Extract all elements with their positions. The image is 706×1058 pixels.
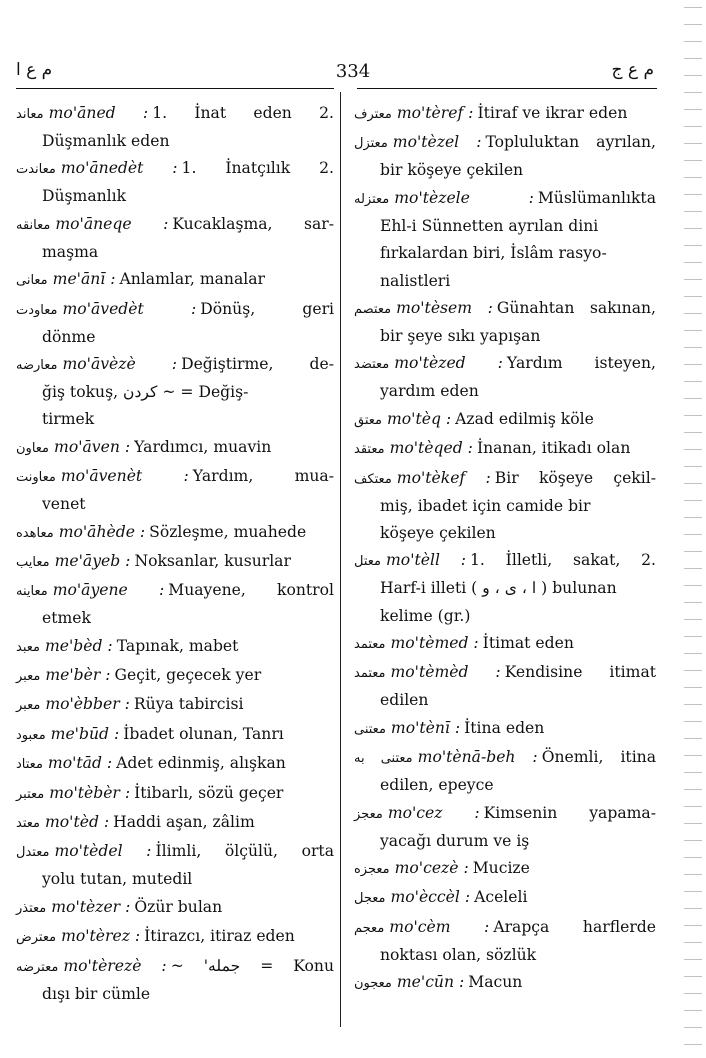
dictionary-entry: [354, 914, 656, 968]
arabic-headword: معاون: [16, 440, 50, 456]
arabic-headword: معتدل: [16, 845, 50, 861]
entry-first-line: [354, 350, 656, 378]
entry-first-line: [16, 721, 334, 749]
definition: Değiştirme, de-: [181, 354, 334, 373]
dictionary-entry: [16, 953, 334, 1007]
dictionary-entry: [16, 780, 334, 808]
transliteration: mo'cezè :: [394, 859, 469, 878]
arabic-headword: معتضد: [354, 357, 390, 373]
definition: Önemli, itina: [541, 748, 657, 767]
entry-first-line: [16, 519, 334, 547]
definition: Adet edinmiş, alışkan: [116, 754, 286, 773]
arabic-headword: معتکف: [354, 471, 392, 487]
transliteration: mo'tèrezè :: [63, 956, 167, 975]
transliteration: mo'tèdel :: [54, 842, 152, 861]
entry-first-line: [16, 838, 334, 866]
definition: Kimsenin yapama-: [483, 803, 656, 822]
definition-continuation: nalistleri: [380, 271, 451, 290]
entry-first-line: [16, 266, 334, 294]
transliteration: mo'tèkef :: [396, 468, 491, 487]
page-number: 334: [335, 61, 371, 82]
entry-first-line: [354, 800, 656, 828]
definition: 1. İnatçılık 2.: [181, 159, 334, 178]
dictionary-entry: [16, 211, 334, 265]
definition-continuation: Ehl-i Sünnetten ayrılan dini: [380, 216, 599, 235]
dictionary-entry: [354, 855, 656, 883]
arabic-headword: معارضه: [16, 357, 58, 373]
dictionary-entry: [354, 465, 656, 519]
arabic-headword: معانقه: [16, 217, 51, 233]
transliteration: me'būd :: [50, 724, 120, 743]
definition-continuation: venet: [42, 495, 86, 514]
definition: Özür bulan: [134, 897, 223, 916]
transliteration: mo'āvèzè :: [62, 354, 178, 373]
entry-first-line: [354, 914, 656, 942]
column-divider: [340, 92, 341, 1027]
arabic-headword: معاند: [16, 107, 44, 122]
arabic-headword: معاندت: [16, 162, 56, 178]
transliteration: me'āyeb :: [54, 551, 131, 570]
dictionary-entry: [16, 750, 334, 778]
arabic-headword: معترضه: [16, 959, 59, 975]
dictionary-entry: [16, 721, 334, 749]
dictionary-entry: [16, 351, 334, 405]
dictionary-entry: [354, 744, 656, 798]
definition: İlimli, ölçülü, orta: [155, 842, 334, 861]
transliteration: mo'āhède :: [58, 522, 146, 541]
definition: Müslümanlıkta: [537, 188, 656, 207]
dictionary-entry: [16, 100, 334, 154]
transliteration: mo'tènā-beh :: [417, 748, 538, 767]
entry-first-line: [16, 548, 334, 576]
transliteration: mo'āven :: [54, 437, 131, 456]
entry-first-line: [354, 406, 656, 434]
entry-first-line: [354, 969, 656, 997]
definition: İbadet olunan, Tanrı: [123, 724, 284, 743]
dictionary-entry: [16, 838, 334, 892]
entry-first-line: [16, 923, 334, 951]
arabic-headword: معتقد: [354, 442, 385, 458]
dictionary-entry: [16, 809, 334, 837]
definition-continuation: edilen: [380, 691, 429, 710]
entry-first-line: [354, 855, 656, 883]
transliteration: mo'āned :: [48, 104, 149, 122]
arabic-headword: معتزله: [354, 191, 390, 207]
arabic-headword: معتمد: [354, 666, 386, 682]
dictionary-entry: [16, 548, 334, 576]
arabic-headword: معبر: [16, 669, 41, 685]
dictionary-entry: [354, 350, 656, 404]
arabic-headword: معتمد: [354, 637, 386, 653]
dictionary-entry: [354, 969, 656, 997]
transliteration: mo'āyene :: [52, 581, 165, 600]
arabic-headword: معترف: [354, 107, 392, 122]
definition-continuation: Harf-i illeti ( ا ، ی ، و ) bulunan: [380, 579, 617, 598]
transliteration: mo'tèqed :: [389, 439, 473, 458]
definition: Kucaklaşma, sar-: [172, 214, 334, 233]
transliteration: mo'tèsem :: [396, 298, 493, 317]
definition: Yardımcı, muavin: [134, 437, 272, 456]
dictionary-entry: [16, 691, 334, 719]
entry-first-line: [354, 100, 656, 128]
arabic-headword: معتصم: [354, 301, 392, 317]
entry-first-line: [16, 780, 334, 808]
definition: Mucize: [472, 859, 530, 878]
transliteration: mo'tèll :: [386, 551, 466, 570]
dictionary-entry: [354, 800, 656, 854]
header-rule-left: [16, 88, 334, 89]
dictionary-entry: [354, 240, 656, 266]
definition-continuation: etmek: [42, 609, 91, 628]
definition: ~ 'جمله = Konu: [170, 956, 335, 975]
definition: Rüya tabircisi: [133, 695, 244, 714]
dictionary-entry: [354, 129, 656, 183]
definition: İtina eden: [464, 718, 545, 737]
header-right-letters: م ع ج: [611, 60, 654, 80]
definition: Noksanlar, kusurlar: [134, 551, 291, 570]
definition: Dönüş, geri: [200, 299, 335, 318]
right-column: [354, 100, 656, 999]
transliteration: mo'tèzed :: [394, 354, 503, 373]
definition: Kendisine itimat: [504, 663, 657, 682]
definition: Yardım, mua-: [192, 467, 334, 486]
definition-continuation: yacağı durum ve iş: [380, 831, 530, 850]
entry-first-line: [354, 129, 656, 157]
transliteration: mo'āneqe :: [55, 214, 169, 233]
arabic-headword: معاونت: [16, 470, 56, 486]
dictionary-entry: [16, 519, 334, 547]
arabic-headword: معترض: [16, 930, 57, 946]
dictionary-entry: [354, 435, 656, 463]
transliteration: mo'tād :: [47, 754, 113, 773]
entry-first-line: [16, 633, 334, 661]
definition: Haddi aşan, zâlim: [113, 813, 255, 832]
entry-first-line: [354, 884, 656, 912]
definition-continuation: fırkalardan biri, İslâm rasyo-: [380, 244, 607, 263]
dictionary-entry: [354, 547, 656, 601]
entry-first-line: [16, 351, 334, 379]
arabic-headword: معبود: [16, 727, 46, 743]
entry-first-line: [16, 750, 334, 778]
dictionary-entry: [16, 463, 334, 517]
dictionary-entry: [16, 633, 334, 661]
entry-first-line: [16, 691, 334, 719]
definition-continuation: bir köşeye çekilen: [380, 161, 524, 180]
left-column: [16, 100, 334, 1008]
dictionary-entry: [354, 268, 656, 294]
arabic-headword: معاهده: [16, 525, 54, 541]
dictionary-entry: [16, 434, 334, 462]
definition: Azad edilmiş köle: [455, 409, 594, 428]
transliteration: mo'cèm :: [389, 917, 490, 936]
entry-first-line: [16, 662, 334, 690]
entry-first-line: [354, 435, 656, 463]
arabic-headword: معتنی: [354, 721, 386, 737]
definition: Sözleşme, muahede: [149, 522, 307, 541]
transliteration: mo'tèq :: [387, 409, 452, 428]
entry-first-line: [16, 434, 334, 462]
definition: İtirazcı, itiraz eden: [144, 927, 295, 946]
arabic-headword: معجزه: [354, 862, 390, 878]
entry-first-line: [354, 547, 656, 575]
transliteration: mo'èccèl :: [390, 888, 471, 907]
transliteration: mo'tèzel :: [392, 133, 482, 152]
dictionary-entry: [16, 296, 334, 350]
transliteration: mo'tèrez :: [61, 927, 141, 946]
arabic-headword: معبر: [16, 698, 41, 714]
definition-continuation: dışı bir cümle: [42, 984, 151, 1003]
definition: Yardım isteyen,: [506, 354, 656, 373]
definition: Geçit, geçecek yer: [114, 666, 262, 685]
arabic-headword: معتذر: [16, 900, 47, 916]
definition-continuation: maşma: [42, 242, 99, 261]
definition-continuation: köşeye çekilen: [380, 523, 496, 542]
definition: 1. İlletli, sakat, 2.: [470, 551, 656, 570]
entry-first-line: [354, 630, 656, 658]
arabic-headword: معاودت: [16, 302, 58, 318]
arabic-headword: معجل: [354, 891, 386, 907]
dictionary-entry: [354, 295, 656, 349]
definition-continuation: yardım eden: [380, 382, 479, 401]
definition: İtibarlı, sözü geçer: [134, 783, 284, 802]
header-left-letters: م ع ا: [16, 60, 53, 80]
arabic-headword: معجم: [354, 920, 385, 936]
entry-first-line: [16, 463, 334, 491]
dictionary-entry: [354, 630, 656, 658]
transliteration: mo'āvedèt :: [62, 299, 197, 318]
entry-first-line: [354, 715, 656, 743]
entry-first-line: [354, 744, 656, 772]
arabic-headword: معتد: [16, 816, 40, 832]
definition-continuation: kelime (gr.): [380, 606, 471, 625]
definition-continuation: edilen, epeyce: [380, 776, 494, 795]
entry-first-line: [16, 211, 334, 239]
arabic-headword: معانی: [16, 273, 48, 289]
transliteration: mo'tèmed :: [390, 634, 479, 653]
dictionary-entry: [16, 577, 334, 631]
entry-first-line: [16, 809, 334, 837]
definition-continuation: bir şeye sıkı yapışan: [380, 326, 541, 345]
transliteration: me'cūn :: [396, 973, 465, 992]
transliteration: mo'tèbèr :: [49, 783, 131, 802]
arabic-headword: معتق: [354, 412, 382, 428]
dictionary-entry: [16, 894, 334, 922]
definition-continuation: Düşmanlık eden: [42, 132, 170, 150]
dictionary-entry: [354, 520, 656, 546]
definition: İnanan, itikadı olan: [476, 439, 631, 458]
definition: Tapınak, mabet: [116, 636, 239, 655]
entry-first-line: [16, 577, 334, 605]
definition: Aceleli: [474, 888, 528, 907]
transliteration: mo'tènī :: [390, 718, 461, 737]
transliteration: mo'tèmèd :: [390, 663, 501, 682]
dictionary-entry: [16, 155, 334, 209]
dictionary-entry: [354, 185, 656, 239]
dictionary-entry: [16, 662, 334, 690]
transliteration: mo'tèref :: [396, 104, 474, 122]
transliteration: mo'cez :: [387, 803, 480, 822]
arabic-headword: معتزل: [354, 136, 388, 152]
entry-first-line: [16, 894, 334, 922]
definition-continuation: dönme: [42, 327, 96, 346]
arabic-headword: معجز: [354, 806, 383, 822]
transliteration: mo'èbber :: [45, 695, 130, 714]
scan-edge-marks: [684, 0, 702, 1058]
definition: Macun: [468, 973, 523, 992]
arabic-headword: معجون: [354, 976, 392, 992]
entry-first-line: [354, 659, 656, 687]
definition: Arapça harflerde: [493, 917, 656, 936]
dictionary-entry: [16, 266, 334, 294]
arabic-headword: معتنی به: [354, 751, 413, 767]
dictionary-entry: [354, 603, 656, 629]
transliteration: mo'āvenèt :: [60, 467, 189, 486]
definition: 1. İnat eden 2.: [152, 104, 334, 122]
transliteration: mo'tèd :: [44, 813, 110, 832]
definition: Muayene, kontrol: [168, 581, 334, 600]
definition: Bir köşeye çekil-: [494, 468, 656, 487]
definition: Topluluktan ayrılan,: [485, 133, 656, 152]
definition: İtiraf ve ikrar eden: [477, 104, 628, 122]
definition-continuation: noktası olan, sözlük: [380, 945, 537, 964]
entry-first-line: [354, 185, 656, 213]
header-rule-right: [357, 88, 657, 89]
arabic-headword: معبد: [16, 639, 40, 655]
entry-first-line: [354, 465, 656, 493]
transliteration: mo'ānedèt :: [60, 159, 178, 178]
definition-continuation: ğiş tokuş, کردن ~ = Değiş-: [42, 382, 249, 401]
dictionary-entry: [16, 406, 334, 432]
transliteration: mo'tèzele :: [394, 188, 534, 207]
arabic-headword: معتبر: [16, 786, 45, 802]
entry-first-line: [16, 953, 334, 981]
definition: Anlamlar, manalar: [119, 270, 265, 289]
entry-first-line: [16, 155, 334, 183]
transliteration: mo'tèzer :: [51, 897, 131, 916]
definition: İtimat eden: [482, 634, 574, 653]
arabic-headword: معاینه: [16, 584, 48, 600]
transliteration: me'bèd :: [44, 636, 113, 655]
definition: Günahtan sakınan,: [496, 298, 656, 317]
definition-continuation: Düşmanlık: [42, 187, 127, 206]
dictionary-entry: [354, 406, 656, 434]
arabic-headword: معتل: [354, 554, 382, 570]
dictionary-entry: [354, 715, 656, 743]
arabic-headword: معتاد: [16, 757, 43, 773]
entry-first-line: [354, 295, 656, 323]
dictionary-entry: [354, 884, 656, 912]
dictionary-entry: [354, 659, 656, 713]
entry-first-line: [16, 296, 334, 324]
entry-first-line: [16, 100, 334, 128]
dictionary-entry: [16, 923, 334, 951]
definition-continuation: miş, ibadet için camide bir: [380, 496, 591, 515]
definition-continuation: tirmek: [42, 410, 95, 429]
dictionary-entry: [354, 100, 656, 128]
arabic-headword: معایب: [16, 554, 50, 570]
definition-continuation: yolu tutan, mutedil: [42, 870, 193, 889]
transliteration: me'bèr :: [45, 666, 111, 685]
transliteration: me'ānī :: [52, 270, 116, 289]
